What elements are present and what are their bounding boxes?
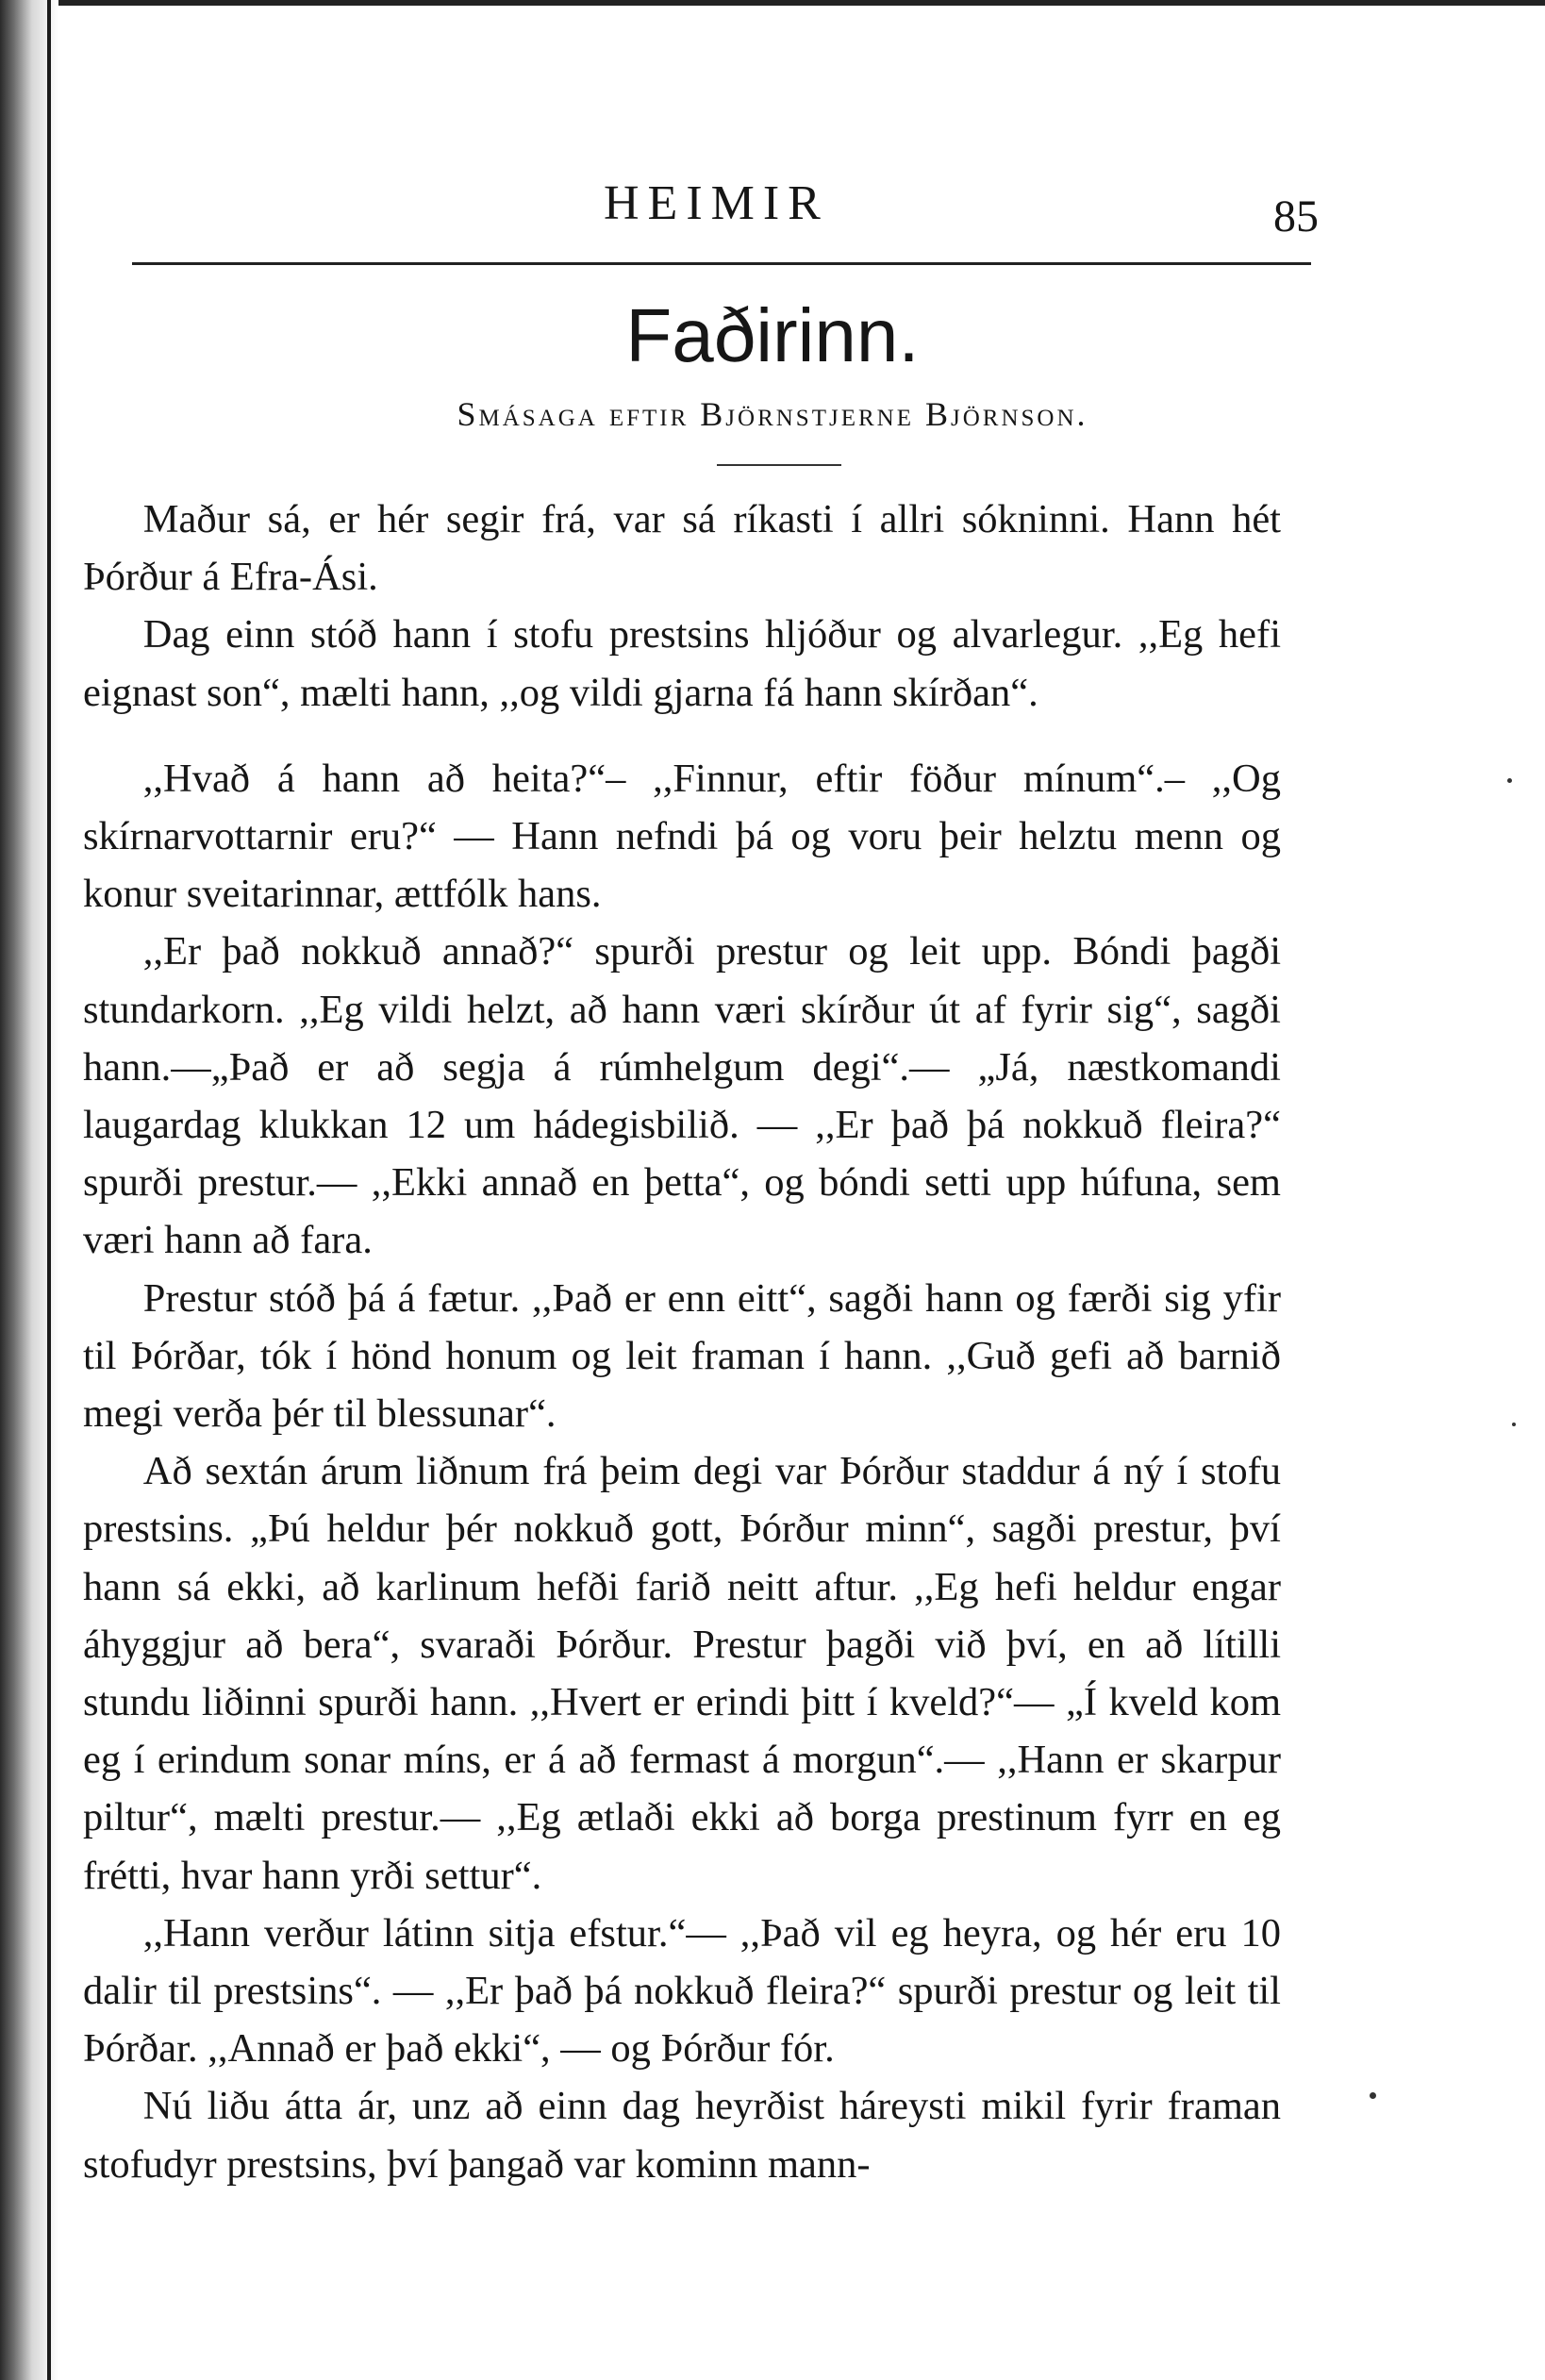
running-head: [132, 175, 1319, 265]
scan-top-border: [0, 0, 1545, 6]
paragraph: Nú liðu átta ár, unz að einn dag heyrðist háreysti mikil fyrir framan stofudyr prestsins, því þangað var kominn mann-: [83, 2084, 1281, 2187]
body-text: [83, 491, 1281, 2193]
paragraph: Prestur stóð þá á fætur. ,,Það er enn eitt“, sagði hann og færði sig yfir til Þórðar, tók í hönd honum og leit framan í hann. ,,Guð gefi að barnið megi verða þér til blessunar“.: [83, 1275, 1281, 1437]
page-number: 85: [1273, 191, 1319, 241]
running-head-title: HEIMIR: [604, 176, 829, 230]
paragraph: ,,Hvað á hann að heita?“– ,,Finnur, eftir föður mínum“.– ,,Og skírnarvottarnir eru?“ — Hann nefndi þá og voru þeir helztu menn og konur sveitarinnar, ættfólk hans.: [83, 756, 1281, 917]
paragraph: ,,Hann verður látinn sitja efstur.“— ,,Það vil eg heyra, og hér eru 10 dalir til prestsins“. — ,,Er það þá nokkuð fleira?“ spurði prestur og leit til Þórðar. ,,Annað er það ekki“, — og Þórður fór.: [83, 1910, 1281, 2072]
scan-speck: [1507, 778, 1512, 783]
scan-speck: [1512, 1423, 1516, 1426]
paragraph: ,,Er það nokkuð annað?“ spurði prestur og leit upp. Bóndi þagði stundarkorn. ,,Eg vildi helzt, að hann væri skírður út af fyrir sig“, sagði hann.—„Það er að segja á rúmhelgum degi“.— „Já, næstkomandi laugardag klukkan 12 um hádegisbilið. — ,,Er það þá nokkuð fleira?“ spurði prestur.— ,,Ekki annað en þetta“, og bóndi setti upp húfuna, sem væri hann að fara.: [83, 929, 1281, 1263]
story-subtitle: Smásaga eftir Björnstjerne Björnson.: [457, 395, 1088, 433]
scan-speck: [1370, 2092, 1376, 2099]
title-rule: [717, 464, 841, 466]
story-title: Faðirinn.: [625, 293, 920, 377]
paragraph: Dag einn stóð hann í stofu prestsins hljóður og alvarlegur. ,,Eg hefi eignast son“, mælti hann, ,,og vildi gjarna fá hann skírðan“.: [83, 612, 1281, 715]
paragraph: Að sextán árum liðnum frá þeim degi var Þórður staddur á ný í stofu prestsins. „Þú heldur þér nokkuð gott, Þórður minn“, sagði prestur, því hann sá ekki, að karlinum hefði farið neitt aftur. ,,Eg hefi heldur engar áhyggjur að bera“, svaraði Þórður. Prestur þagði við því, en að lítilli stundu liðinni spurði hann. ,,Hvert er erindi þitt í kveld?“— „Í kveld kom eg í erindum sonar míns, er á að fermast á morgun“.— ,,Hann er skarpur piltur“, mælti prestur.— ,,Eg ætlaði ekki að borga prestinum fyrr en eg frétti, hvar hann yrði settur“.: [83, 1449, 1281, 1898]
paragraph: Maður sá, er hér segir frá, var sá ríkasti í allri sókninni. Hann hét Þórður á Efra-Ási.: [83, 497, 1281, 600]
